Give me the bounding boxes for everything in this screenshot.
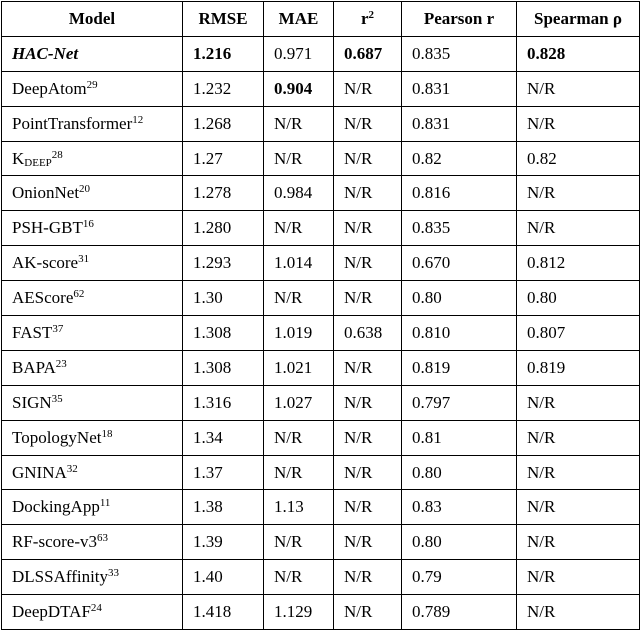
- reference-superscript: 62: [73, 288, 85, 301]
- spearman-cell: N/R: [517, 106, 640, 141]
- header-spearman: Spearman ρ: [517, 2, 640, 37]
- model-name: DeepDTAF: [12, 602, 91, 622]
- mae-cell: N/R: [264, 211, 334, 246]
- reference-superscript: 63: [96, 532, 108, 545]
- model-cell: [2, 490, 183, 525]
- pearson-cell: 0.831: [402, 106, 517, 141]
- header-r2: [334, 2, 402, 37]
- mae-cell: 0.904: [264, 71, 334, 106]
- mae-cell: 0.971: [264, 36, 334, 71]
- mae-cell: N/R: [264, 420, 334, 455]
- r2-cell: N/R: [334, 141, 402, 176]
- model-name: AK-score: [12, 253, 79, 273]
- mae-cell: 1.027: [264, 385, 334, 420]
- table-row: [2, 176, 640, 211]
- results-table: [1, 1, 640, 630]
- spearman-cell: N/R: [517, 455, 640, 490]
- r2-cell: N/R: [334, 385, 402, 420]
- header-model: Model: [2, 2, 183, 37]
- rmse-cell: 1.308: [183, 316, 264, 351]
- spearman-cell: N/R: [517, 560, 640, 595]
- r2-cell: N/R: [334, 71, 402, 106]
- rmse-cell: 1.40: [183, 560, 264, 595]
- mae-cell: 1.019: [264, 316, 334, 351]
- mae-cell: N/R: [264, 106, 334, 141]
- model-cell: [2, 385, 183, 420]
- reference-superscript: 37: [52, 322, 64, 335]
- header-pearson: Pearson r: [402, 2, 517, 37]
- mae-cell: N/R: [264, 560, 334, 595]
- pearson-cell: 0.80: [402, 525, 517, 560]
- model-name: GNINA: [12, 462, 67, 482]
- r2-cell: N/R: [334, 246, 402, 281]
- table-row: [2, 211, 640, 246]
- reference-superscript: 16: [82, 218, 94, 231]
- reference-superscript: 18: [101, 427, 113, 440]
- model-cell: [2, 36, 183, 71]
- pearson-cell: 0.831: [402, 71, 517, 106]
- reference-superscript: 29: [86, 78, 98, 91]
- table-row: [2, 560, 640, 595]
- pearson-cell: 0.670: [402, 246, 517, 281]
- rmse-cell: 1.268: [183, 106, 264, 141]
- model-cell: [2, 316, 183, 351]
- pearson-cell: 0.797: [402, 385, 517, 420]
- model-name: HAC-Net: [12, 43, 79, 63]
- model-cell: [2, 420, 183, 455]
- reference-superscript: 35: [51, 392, 63, 405]
- table-row: [2, 350, 640, 385]
- model-name: TopologyNet: [12, 427, 102, 447]
- model-cell: [2, 455, 183, 490]
- r2-cell: N/R: [334, 560, 402, 595]
- r2-cell: 0.638: [334, 316, 402, 351]
- rmse-cell: 1.30: [183, 281, 264, 316]
- reference-superscript: 12: [132, 113, 144, 126]
- rmse-cell: 1.216: [183, 36, 264, 71]
- pearson-cell: 0.810: [402, 316, 517, 351]
- spearman-cell: 0.80: [517, 281, 640, 316]
- header-mae: MAE: [264, 2, 334, 37]
- rmse-cell: 1.316: [183, 385, 264, 420]
- model-cell: [2, 176, 183, 211]
- table-row: [2, 141, 640, 176]
- pearson-cell: 0.82: [402, 141, 517, 176]
- reference-superscript: 33: [108, 567, 120, 580]
- r2-cell: N/R: [334, 455, 402, 490]
- r2-cell: N/R: [334, 595, 402, 630]
- rmse-cell: 1.418: [183, 595, 264, 630]
- model-name: PointTransformer: [12, 113, 133, 133]
- mae-cell: 1.129: [264, 595, 334, 630]
- pearson-cell: 0.789: [402, 595, 517, 630]
- pearson-cell: 0.816: [402, 176, 517, 211]
- reference-superscript: 32: [66, 462, 78, 475]
- model-name: SIGN: [12, 392, 52, 412]
- model-cell: [2, 106, 183, 141]
- model-name: FAST: [12, 322, 53, 342]
- rmse-cell: 1.280: [183, 211, 264, 246]
- table-row: [2, 595, 640, 630]
- mae-cell: N/R: [264, 141, 334, 176]
- model-cell: [2, 211, 183, 246]
- pearson-cell: 0.80: [402, 281, 517, 316]
- reference-superscript: 23: [55, 357, 67, 370]
- mae-cell: 1.13: [264, 490, 334, 525]
- model-cell: [2, 560, 183, 595]
- pearson-cell: 0.819: [402, 350, 517, 385]
- table-row: [2, 385, 640, 420]
- model-subscript: DEEP: [24, 156, 52, 169]
- table-body: [2, 36, 640, 629]
- table-row: [2, 490, 640, 525]
- model-cell: [2, 281, 183, 316]
- model-cell: [2, 141, 183, 176]
- rmse-cell: 1.27: [183, 141, 264, 176]
- spearman-cell: 0.819: [517, 350, 640, 385]
- spearman-cell: N/R: [517, 385, 640, 420]
- model-cell: [2, 595, 183, 630]
- table-row: [2, 316, 640, 351]
- table-row: [2, 106, 640, 141]
- mae-cell: N/R: [264, 455, 334, 490]
- reference-superscript: 24: [90, 602, 102, 615]
- model-name: DockingApp: [12, 497, 100, 517]
- reference-superscript: 28: [51, 148, 63, 161]
- table-row: [2, 525, 640, 560]
- table-row: [2, 246, 640, 281]
- pearson-cell: 0.79: [402, 560, 517, 595]
- spearman-cell: N/R: [517, 420, 640, 455]
- pearson-cell: 0.835: [402, 36, 517, 71]
- rmse-cell: 1.34: [183, 420, 264, 455]
- mae-cell: 1.021: [264, 350, 334, 385]
- rmse-cell: 1.308: [183, 350, 264, 385]
- spearman-cell: N/R: [517, 525, 640, 560]
- spearman-cell: N/R: [517, 71, 640, 106]
- spearman-cell: 0.828: [517, 36, 640, 71]
- mae-cell: 1.014: [264, 246, 334, 281]
- table-row: [2, 36, 640, 71]
- r2-cell: N/R: [334, 281, 402, 316]
- spearman-cell: N/R: [517, 176, 640, 211]
- model-cell: [2, 525, 183, 560]
- table-row: [2, 281, 640, 316]
- rmse-cell: 1.39: [183, 525, 264, 560]
- rmse-cell: 1.232: [183, 71, 264, 106]
- header-row: [2, 2, 640, 37]
- header-rmse: RMSE: [183, 2, 264, 37]
- model-cell: [2, 246, 183, 281]
- model-name: PSH-GBT: [12, 218, 83, 238]
- r2-cell: N/R: [334, 211, 402, 246]
- model-name: DLSSAffinity: [12, 567, 109, 587]
- table-row: [2, 71, 640, 106]
- spearman-cell: 0.807: [517, 316, 640, 351]
- pearson-cell: 0.83: [402, 490, 517, 525]
- spearman-cell: N/R: [517, 595, 640, 630]
- pearson-cell: 0.835: [402, 211, 517, 246]
- header-r2-base: r: [360, 8, 369, 28]
- header-r2-sup: 2: [368, 8, 375, 21]
- r2-cell: N/R: [334, 106, 402, 141]
- spearman-cell: 0.82: [517, 141, 640, 176]
- reference-superscript: 20: [79, 183, 91, 196]
- spearman-cell: N/R: [517, 490, 640, 525]
- pearson-cell: 0.80: [402, 455, 517, 490]
- model-name: DeepAtom: [12, 78, 87, 98]
- r2-cell: N/R: [334, 420, 402, 455]
- model-name: BAPA: [12, 357, 56, 377]
- model-name: OnionNet: [12, 183, 80, 203]
- model-name: RF-score-v3: [12, 532, 97, 552]
- r2-cell: 0.687: [334, 36, 402, 71]
- rmse-cell: 1.37: [183, 455, 264, 490]
- spearman-cell: 0.812: [517, 246, 640, 281]
- spearman-cell: N/R: [517, 211, 640, 246]
- mae-cell: N/R: [264, 525, 334, 560]
- rmse-cell: 1.278: [183, 176, 264, 211]
- mae-cell: N/R: [264, 281, 334, 316]
- model-name: AEScore: [12, 288, 74, 308]
- rmse-cell: 1.293: [183, 246, 264, 281]
- rmse-cell: 1.38: [183, 490, 264, 525]
- r2-cell: N/R: [334, 350, 402, 385]
- reference-superscript: 31: [78, 253, 90, 266]
- table-row: [2, 455, 640, 490]
- model-cell: [2, 350, 183, 385]
- reference-superscript: 11: [99, 497, 111, 510]
- mae-cell: 0.984: [264, 176, 334, 211]
- table-row: [2, 420, 640, 455]
- r2-cell: N/R: [334, 176, 402, 211]
- pearson-cell: 0.81: [402, 420, 517, 455]
- model-name: K: [12, 148, 25, 168]
- r2-cell: N/R: [334, 490, 402, 525]
- r2-cell: N/R: [334, 525, 402, 560]
- model-cell: [2, 71, 183, 106]
